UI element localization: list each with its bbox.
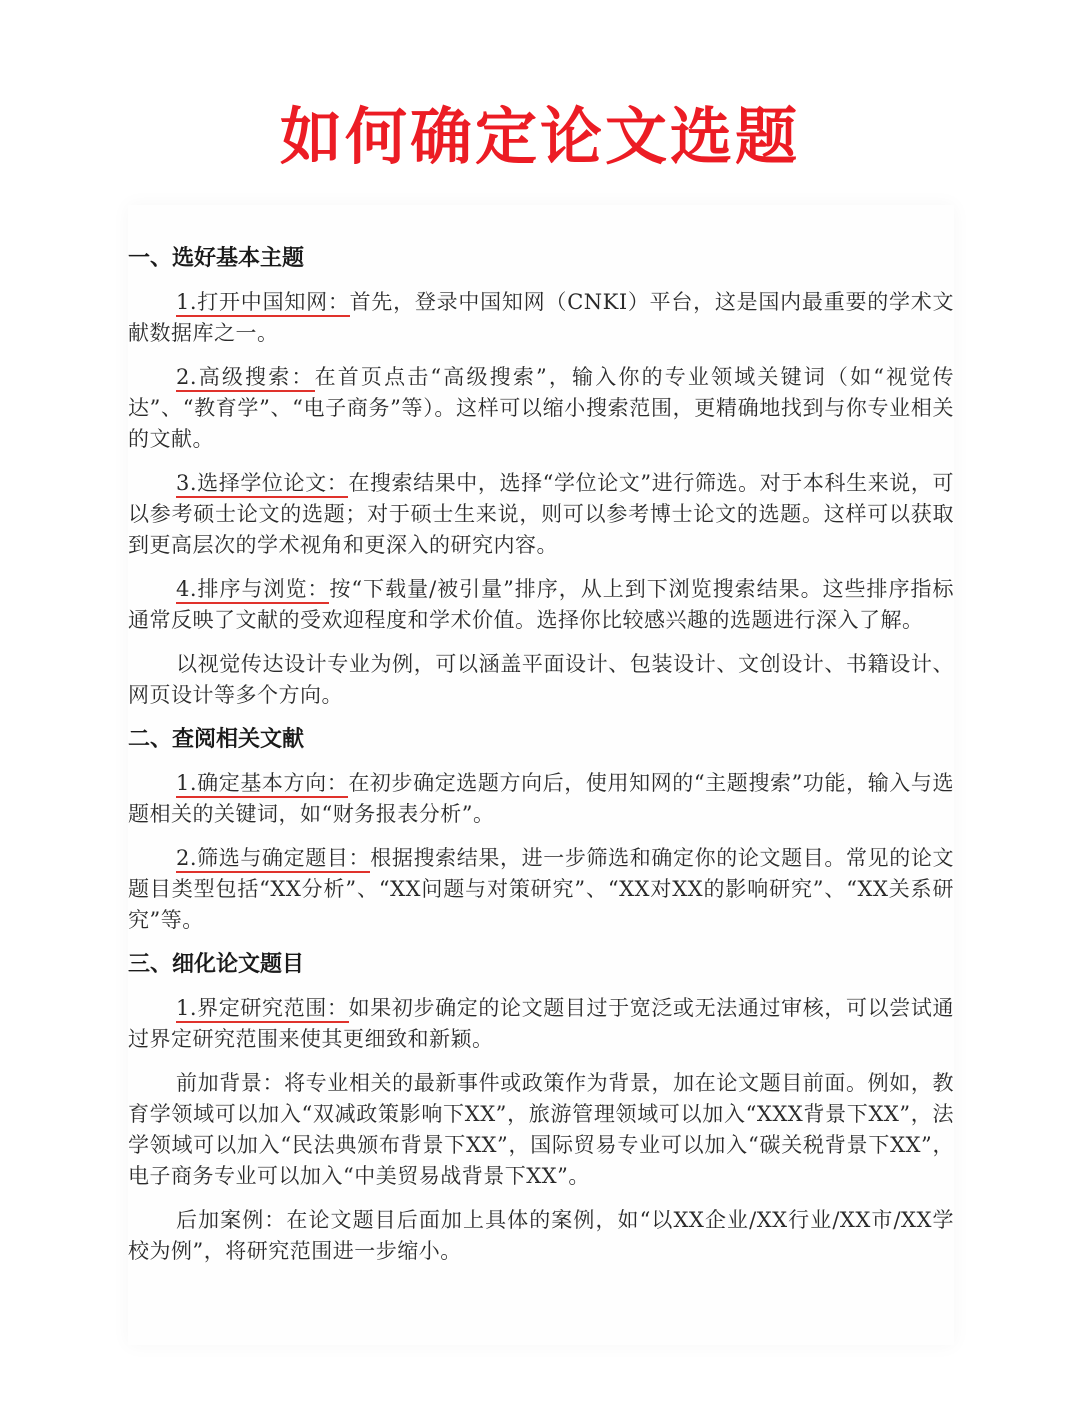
- paragraph-text: 在初步确定选题方向后，使用知网的“主题搜索”功能，输入与选题相关的关键词，如“财务报表分析”。: [128, 771, 954, 826]
- paragraph: [128, 468, 954, 561]
- paragraph-lead: 2.高级搜索：: [176, 365, 315, 392]
- paragraph-lead: 1.确定基本方向：: [176, 771, 348, 798]
- paragraph: [128, 574, 954, 636]
- page-title: 如何确定论文选题: [279, 100, 800, 173]
- document-body: [128, 205, 954, 1345]
- paragraph: [128, 1068, 954, 1192]
- document-content: [128, 243, 954, 1280]
- paragraph-text: 在首页点击“高级搜索”，输入你的专业领域关键词（如“视觉传达”、“教育学”、“电子商务”等）。这样可以缩小搜索范围，更精确地找到与你专业相关的文献。: [128, 365, 954, 451]
- paragraph-lead: 2.筛选与确定题目：: [176, 846, 370, 873]
- paragraph: [128, 768, 954, 830]
- paragraph-lead: 1.打开中国知网：: [176, 290, 350, 317]
- paragraph: [128, 649, 954, 711]
- paragraph-text: 在搜索结果中，选择“学位论文”进行筛选。对于本科生来说，可以参考硕士论文的选题；对于硕士生来说，则可以参考博士论文的选题。这样可以获取到更高层次的学术视角和更深入的研究内容。: [128, 471, 954, 557]
- paragraph-text: 如果初步确定的论文题目过于宽泛或无法通过审核，可以尝试通过界定研究范围来使其更细致和新颖。: [128, 996, 954, 1051]
- paragraph: [128, 993, 954, 1055]
- paragraph: [128, 287, 954, 349]
- paragraph: [128, 843, 954, 936]
- paragraph-text: 后加案例：在论文题目后面加上具体的案例，如“以XX企业/XX行业/XX市/XX学校为例”，将研究范围进一步缩小。: [128, 1208, 954, 1263]
- section-heading: 一、选好基本主题: [128, 246, 305, 271]
- paragraph-text: 首先，登录中国知网（CNKI）平台，这是国内最重要的学术文献数据库之一。: [128, 290, 954, 345]
- paragraph-text: 前加背景：将专业相关的最新事件或政策作为背景，加在论文题目前面。例如，教育学领域可以加入“双减政策影响下XX”，旅游管理领域可以加入“XXX背景下XX”，法学领域可以加入“民法典颁布背景下XX”，国际贸易专业可以加入“碳关税背景下XX”，电子商务专业可以加入“中美贸易战背景下XX”。: [128, 1071, 954, 1188]
- paragraph-text: 按“下载量/被引量”排序，从上到下浏览搜索结果。这些排序指标通常反映了文献的受欢迎程度和学术价值。选择你比较感兴趣的选题进行深入了解。: [128, 577, 954, 632]
- paragraph-lead: 4.排序与浏览：: [176, 577, 329, 604]
- paragraph: [128, 362, 954, 455]
- paragraph-lead: 1.界定研究范围：: [176, 996, 349, 1023]
- paragraph: [128, 1205, 954, 1267]
- paragraph-text: 以视觉传达设计专业为例，可以涵盖平面设计、包装设计、文创设计、书籍设计、网页设计等多个方向。: [128, 652, 954, 707]
- paragraph-lead: 3.选择学位论文：: [176, 471, 348, 498]
- paragraph-text: 根据搜索结果，进一步筛选和确定你的论文题目。常见的论文题目类型包括“XX分析”、“XX问题与对策研究”、“XX对XX的影响研究”、“XX关系研究”等。: [128, 846, 954, 932]
- section-heading: 二、查阅相关文献: [128, 727, 305, 752]
- section-heading: 三、细化论文题目: [128, 952, 305, 977]
